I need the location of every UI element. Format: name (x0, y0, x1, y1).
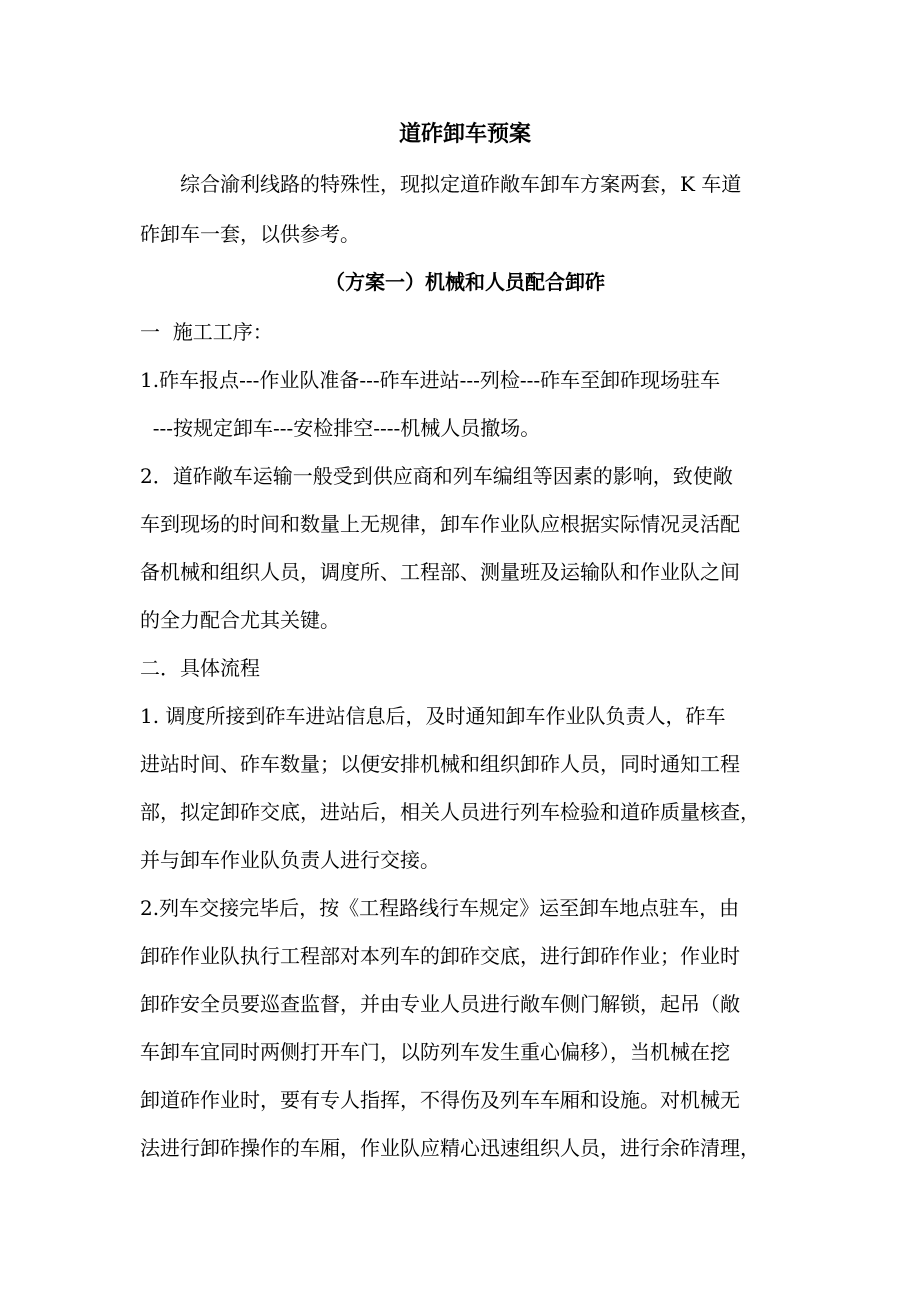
section1-item2-line-1: 2．道砟敞车运输一般受到供应商和列车编组等因素的影响，致使敞 (140, 464, 733, 488)
section1-item2-line-3: 备机械和组织人员，调度所、工程部、测量班及运输队和作业队之间 (140, 560, 740, 584)
intro-line-1: 综合渝利线路的特殊性，现拟定道砟敞车卸车方案两套，K 车道 (180, 172, 742, 196)
intro-line-2: 砟卸车一套，以供参考。 (140, 222, 360, 246)
section1-heading: 一 施工工序： (140, 320, 273, 344)
section2-item1-line-2: 进站时间、砟车数量；以便安排机械和组织卸砟人员，同时通知工程 (140, 752, 740, 776)
section2-item1-line-3: 部，拟定卸砟交底，进站后，相关人员进行列车检验和道砟质量核查， (140, 800, 760, 824)
section2-heading: 二．具体流程 (140, 656, 260, 680)
section2-item2-line-2: 卸砟作业队执行工程部对本列车的卸砟交底，进行卸砟作业；作业时 (140, 944, 740, 968)
plan-heading: （方案一）机械和人员配合卸砟 (325, 270, 605, 294)
section2-item2-line-1: 2.列车交接完毕后，按《工程路线行车规定》运至卸车地点驻车，由 (140, 896, 740, 920)
section2-item2-line-6: 法进行卸砟操作的车厢，作业队应精心迅速组织人员，进行余砟清理， (140, 1136, 760, 1160)
document-title: 道砟卸车预案 (398, 121, 531, 147)
section2-item2-line-4: 车卸车宜同时两侧打开车门，以防列车发生重心偏移），当机械在挖 (140, 1040, 730, 1064)
section1-item1-line-1: 1.砟车报点---作业队准备---砟车进站---列检---砟车至卸砟现场驻车 (140, 368, 721, 392)
section1-item1-line-2: ---按规定卸车---安检排空----机械人员撤场。 (140, 416, 541, 440)
section1-item2-line-4: 的全力配合尤其关键。 (140, 608, 340, 632)
section1-item2-line-2: 车到现场的时间和数量上无规律，卸车作业队应根据实际情况灵活配 (140, 512, 740, 536)
section2-item1-line-4: 并与卸车作业队负责人进行交接。 (140, 848, 440, 872)
section2-item1-line-1: 1. 调度所接到砟车进站信息后，及时通知卸车作业队负责人，砟车 (140, 704, 726, 728)
section2-item2-line-3: 卸砟安全员要巡查监督，并由专业人员进行敞车侧门解锁，起吊（敞 (140, 992, 740, 1016)
section2-item2-line-5: 卸道砟作业时，要有专人指挥，不得伤及列车车厢和设施。对机械无 (140, 1088, 740, 1112)
